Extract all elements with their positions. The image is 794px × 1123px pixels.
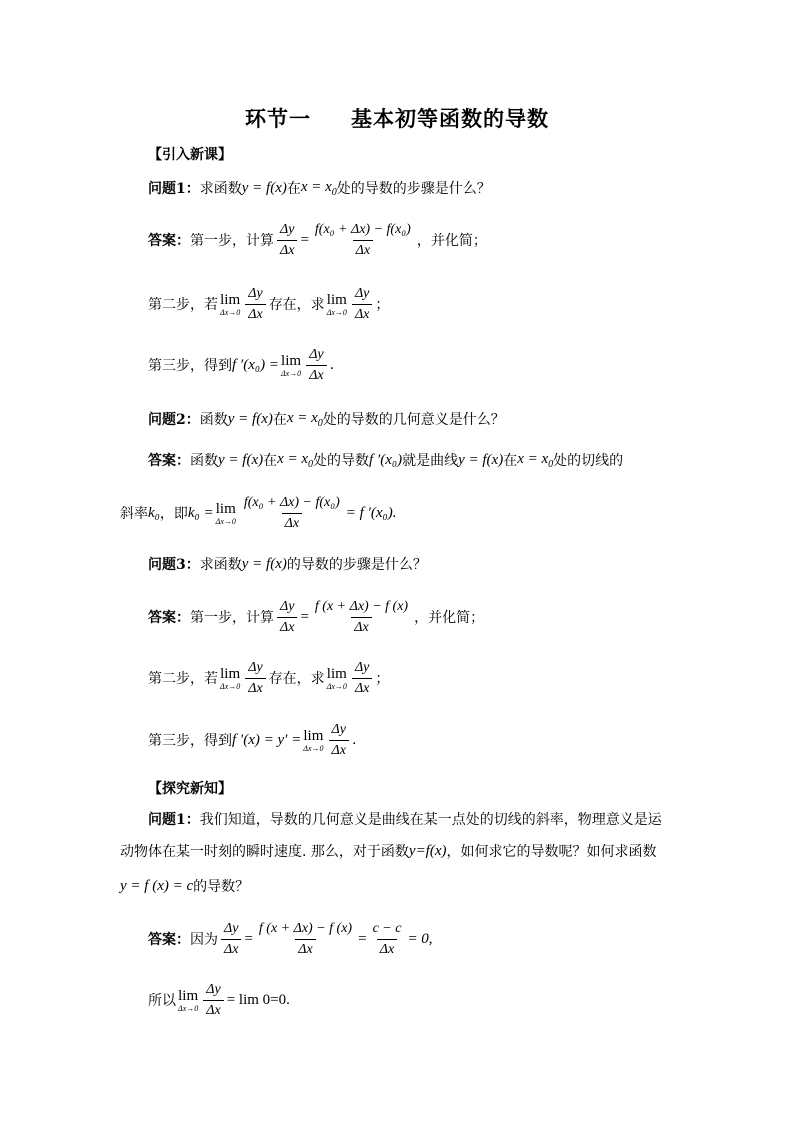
answer-3-step-2: 第二步，若 lim Δx→0 $\frac{\Delta y}{\Delta x}$ 存在，求 lim Δx→0 $\frac{\Delta y}{\Delta x}$ ；: [148, 659, 390, 696]
answer-2-line-1: 答案： 函数 y = f(x) 在 $x = x_0$ 处的导数 f ′(x₀) 就是曲线 y = f(x) 在 $x = x_0$ 处的切线的: [148, 450, 624, 470]
answer-2-line-2: 斜率 k₀ ，即 k₀ = lim Δx→0 $\frac{\text{f(x₀ + Δx) − f(x₀)}}{\Delta x}$ = f ′(x₀).: [120, 494, 397, 531]
question-2: 问题2： 函数 y = f(x) 在 $x = x_0$ 处的导数的几何意义是什么？: [148, 409, 505, 429]
answer-3-step-1: 答案： 第一步，计算 $\frac{\Delta y}{\Delta x}$ = $\frac{f (x + \Delta x) - f (x)}{\Delta x}$ ，并化简；: [148, 598, 485, 635]
explore-question-1-line-2: 动物体在某一时刻的瞬时速度. 那么，对于函数 y=f(x) ，如何求它的导数呢？如何求函数: [120, 842, 657, 860]
limit-operator: lim Δx→0: [326, 291, 347, 317]
fraction-difference-quotient: $\frac{\text{f(x₀ + Δx) − f(x₀)}}{\Delta x}$: [243, 494, 340, 531]
limit-operator: lim Δx→0: [303, 727, 324, 753]
fraction-difference-quotient: $\frac{\text{f(x₀ + Δx) − f(x₀)}}{\Delta x}$: [314, 221, 411, 258]
section-heading-intro: 【引入新课】: [148, 147, 232, 163]
answer-3-step-3: 第三步，得到 f ′(x) = y′ = lim Δx→0 $\frac{\Delta y}{\Delta x}$ .: [148, 721, 357, 758]
explore-question-1-line-1: 问题1： 我们知道，导数的几何意义是曲线在某一点处的切线的斜率，物理意义是运: [148, 812, 662, 828]
section-heading-explore: 【探究新知】: [148, 781, 232, 797]
explore-answer-1-conclusion: 所以 lim Δx→0 $\frac{\Delta y}{\Delta x}$ = lim 0=0.: [148, 981, 290, 1018]
answer-1-step-1: 答案： 第一步，计算 $\frac{\Delta y}{\Delta x}$ = $\frac{\text{f(x₀ + Δx) − f(x₀)}}{\Delta x}$ ，并化简；: [148, 221, 487, 258]
title-left: 环节一: [245, 106, 311, 131]
limit-operator: lim Δx→0: [326, 665, 347, 691]
limit-operator: lim Δx→0: [280, 352, 302, 378]
fraction-difference-quotient: $\frac{f (x + \Delta x) - f (x)}{\Delta x}$: [314, 598, 409, 635]
answer-1-step-2: 第二步，若 lim Δx→0 $\frac{\Delta y}{\Delta x}$ 存在，求 lim Δx→0 $\frac{\Delta y}{\Delta x}$ ；: [148, 285, 390, 322]
limit-operator: lim Δx→0: [220, 291, 241, 317]
fraction-c-minus-c: $\frac{c - c}{\Delta x}$: [372, 920, 402, 957]
fraction-dy-dx: $\frac{\Delta y}{\Delta x}$: [277, 222, 297, 259]
limit-operator: lim Δx→0: [220, 665, 241, 691]
title-right: 基本初等函数的导数: [351, 106, 549, 131]
explore-answer-1: 答案： 因为 $\frac{\Delta y}{\Delta x}$ = $\frac{f (x + \Delta x) - f (x)}{\Delta x}$ = $\frac{c - c}{\Delta x}$ = 0,: [148, 920, 433, 957]
limit-operator: lim Δx→0: [215, 500, 236, 526]
fraction-difference-quotient: $\frac{f (x + \Delta x) - f (x)}{\Delta x}$: [258, 920, 353, 957]
question-1: 问题1： 求函数 y = f(x) 在 $x = x_0$ 处的导数的步骤是什么？: [148, 178, 491, 198]
page-title: [0, 100, 794, 136]
explore-question-1-line-3: y = f (x) = c 的导数？: [120, 877, 250, 895]
limit-operator: lim Δx→0: [178, 987, 199, 1013]
answer-1-step-3: 第三步，得到 f ′(x₀) = lim Δx→0 $\frac{\Delta y}{\Delta x}$ .: [148, 346, 335, 383]
question-3: 问题3： 求函数 y = f(x) 的导数的步骤是什么？: [148, 555, 427, 573]
